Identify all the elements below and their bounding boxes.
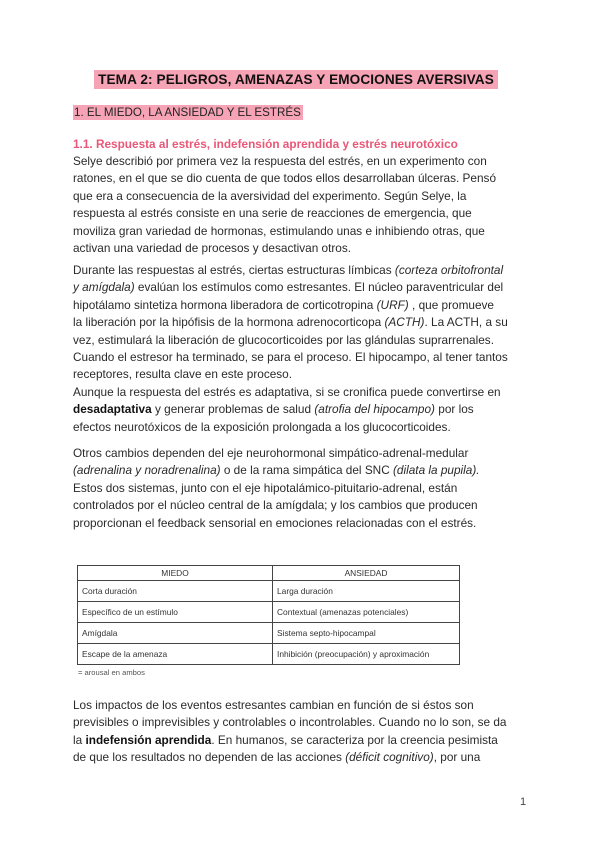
paragraph-4 (73, 445, 527, 532)
document-title: TEMA 2: PELIGROS, AMENAZAS Y EMOCIONES AVERSIVAS (94, 70, 498, 89)
text-run: . En humanos, se caracteriza por la creencia pesimista (211, 732, 498, 747)
text-line (73, 279, 527, 296)
table-cell: Larga duración (273, 581, 460, 602)
table-cell: Específico de un estímulo (78, 602, 273, 623)
table-cell: Sistema septo-hipocampal (273, 623, 460, 644)
text-line: ratones, en el que se dio cuenta de que todos ellos desarrollaban úlceras. Pensó (73, 171, 497, 186)
table-header-row (78, 566, 460, 581)
text-line: Otros cambios dependen del eje neurohormonal simpático-adrenal-medular (73, 446, 469, 460)
text-run: la liberación por la hipófisis de la hormona adrenocorticopa (73, 315, 385, 330)
text-line: activan una variedad de procesos y desactivan otros. (73, 241, 352, 256)
text-line (73, 732, 527, 749)
bold-term: indefensión aprendida (85, 732, 212, 747)
text-run: la (73, 732, 86, 747)
text-run: por los (434, 402, 474, 417)
table-note: = arousal en ambos (78, 668, 145, 677)
text-line (73, 401, 527, 418)
text-line: moviliza gran variedad de hormonas, estimulando unas e inhibiendo otras, que (73, 223, 485, 238)
text-line: Aunque la respuesta del estrés es adaptativa, si se cronifica puede convertirse en (73, 385, 501, 399)
table-row (78, 602, 460, 623)
subsection-heading: 1.1. Respuesta al estrés, indefensión aprendida y estrés neurotóxico (73, 137, 458, 151)
italic-run: (dilata la pupila). (393, 463, 480, 478)
text-run: o de la rama simpática del SNC (220, 463, 393, 478)
table-cell: Inhibición (preocupación) y aproximación (273, 644, 460, 665)
text-line (73, 297, 527, 314)
table-row (78, 581, 460, 602)
comparison-table (77, 565, 460, 665)
table-row (78, 644, 460, 665)
italic-run: (atrofia del hipocampo) (314, 402, 435, 417)
paragraph-3 (73, 384, 527, 436)
table-header-cell: MIEDO (78, 566, 273, 581)
text-line (73, 314, 527, 331)
text-run: evalúan los estímulos como estresantes. El núcleo paraventricular del (134, 280, 504, 295)
table-cell: Contextual (amenazas potenciales) (273, 602, 460, 623)
text-line: proporcionan el feedback sensorial en emociones relacionadas con el estrés. (73, 515, 477, 530)
italic-run: (adrenalina y noradrenalina) (73, 463, 221, 478)
text-line: efectos neurotóxicos de la exposición prolongada a los glucocorticoides. (73, 419, 451, 434)
table-cell: Escape de la amenaza (78, 644, 273, 665)
text-run: hipotálamo sintetiza hormona liberadora de corticotropina (73, 297, 377, 312)
text-run: de que los resultados no dependen de las acciones (73, 750, 346, 765)
italic-run: (corteza orbitofrontal (394, 263, 504, 277)
text-line: receptores, resulta clave en este proceso. (73, 367, 293, 382)
table-header-cell: ANSIEDAD (273, 566, 460, 581)
text-line: controlados por el núcleo central de la amígdala; y los cambios que producen (73, 498, 478, 513)
text-run: , por una (433, 750, 481, 765)
italic-run: (URF) (376, 297, 409, 312)
paragraph-5 (73, 697, 527, 767)
text-line: respuesta al estrés consiste en una serie de reacciones de emergencia, que (73, 206, 472, 221)
text-run: , que promueve (408, 297, 494, 312)
section-heading: 1. EL MIEDO, LA ANSIEDAD Y EL ESTRÉS (74, 106, 301, 119)
italic-run: (ACTH) (384, 315, 425, 330)
page-number: 1 (520, 796, 527, 808)
text-line (73, 462, 527, 479)
text-line: previsibles o imprevisibles y controlables o incontrolables. Cuando no lo son, se da (73, 715, 507, 730)
title-container (73, 70, 519, 89)
text-line: Selye describió por primera vez la respuesta del estrés, en un experimento con (73, 154, 487, 168)
table-cell: Amígdala (78, 623, 273, 644)
italic-run: (déficit cognitivo) (345, 750, 434, 765)
text-line: vez, estimulará la liberación de glucocorticoides por las glándulas suprarrenales. (73, 332, 494, 347)
bold-term: desadaptativa (73, 402, 152, 417)
text-run: Durante las respuestas al estrés, ciertas estructuras límbicas (73, 263, 395, 277)
paragraph-1 (73, 153, 527, 257)
text-run: y generar problemas de salud (151, 402, 315, 417)
text-line: Cuando el estresor ha terminado, se para el proceso. El hipocampo, al tener tantos (73, 350, 508, 365)
italic-run: y amígdala) (73, 280, 135, 295)
text-line (73, 262, 527, 279)
text-line (73, 749, 527, 766)
text-line: Estos dos sistemas, junto con el eje hipotalámico-pituitario-adrenal, están (73, 480, 458, 495)
text-line: Los impactos de los eventos estresantes cambian en función de si éstos son (73, 698, 474, 712)
table-row (78, 623, 460, 644)
paragraph-2 (73, 262, 527, 384)
table-cell: Corta duración (78, 581, 273, 602)
text-run: . La ACTH, a su (424, 315, 508, 330)
text-line: que era a consecuencia de la aversividad del experimento. Según Selye, la (73, 188, 467, 203)
